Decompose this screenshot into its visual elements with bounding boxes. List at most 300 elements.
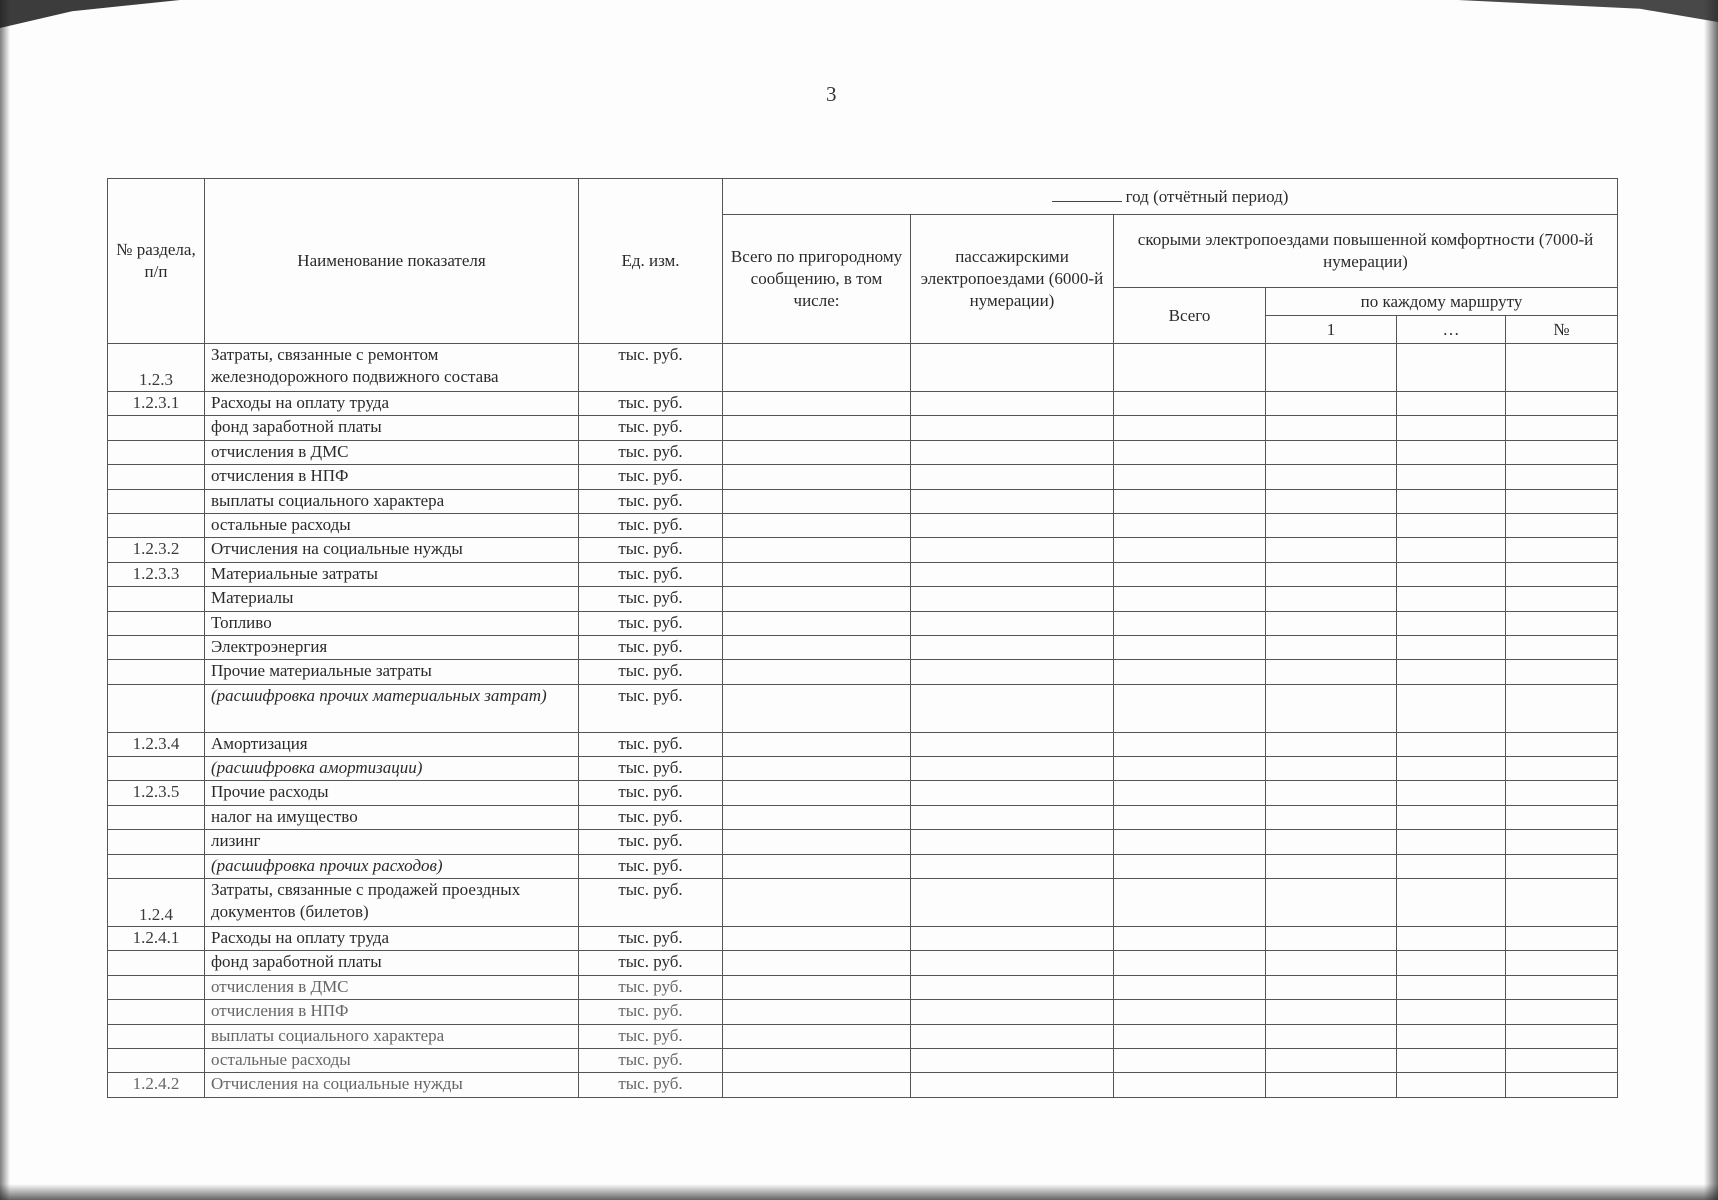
cell-route-dots — [1397, 854, 1506, 878]
row-indicator-name: Прочие расходы — [205, 781, 579, 805]
cell-route-n — [1506, 927, 1618, 951]
cell-route-n — [1506, 489, 1618, 513]
header-express-trains: скорыми электропоездами повышенной комфортности (7000-й нумерации) — [1114, 215, 1618, 288]
table-row — [108, 732, 1618, 756]
cell-route-n — [1506, 732, 1618, 756]
row-unit: тыс. руб. — [579, 757, 723, 781]
cell-route-n — [1506, 854, 1618, 878]
row-number: 1.2.3 — [108, 344, 205, 392]
header-period-label: год (отчётный период) — [1125, 186, 1289, 206]
cell-passenger — [911, 830, 1114, 854]
cell-route-1 — [1266, 1024, 1397, 1048]
cell-passenger — [911, 513, 1114, 537]
row-number — [108, 635, 205, 659]
table-row — [108, 587, 1618, 611]
cell-total — [723, 538, 911, 562]
cell-route-1 — [1266, 611, 1397, 635]
table-row — [108, 830, 1618, 854]
cell-route-n — [1506, 465, 1618, 489]
cell-total — [723, 587, 911, 611]
cell-total — [723, 513, 911, 537]
cell-total — [723, 757, 911, 781]
cell-total — [723, 854, 911, 878]
cell-express-total — [1114, 975, 1266, 999]
row-number — [108, 805, 205, 829]
table-row — [108, 781, 1618, 805]
cell-route-1 — [1266, 951, 1397, 975]
cell-total — [723, 440, 911, 464]
cell-route-1 — [1266, 392, 1397, 416]
header-total-suburban: Всего по пригородному сообщению, в том числе: — [723, 215, 911, 344]
table-row — [108, 975, 1618, 999]
header-section-number: № раздела, п/п — [108, 179, 205, 344]
cell-route-1 — [1266, 975, 1397, 999]
table-row — [108, 489, 1618, 513]
cell-route-n — [1506, 805, 1618, 829]
cell-express-total — [1114, 587, 1266, 611]
row-unit: тыс. руб. — [579, 781, 723, 805]
row-number — [108, 440, 205, 464]
cell-passenger — [911, 440, 1114, 464]
table-row — [108, 416, 1618, 440]
cell-route-1 — [1266, 927, 1397, 951]
row-indicator-name: Амортизация — [205, 732, 579, 756]
row-number — [108, 611, 205, 635]
cell-express-total — [1114, 1048, 1266, 1072]
cell-express-total — [1114, 513, 1266, 537]
cell-passenger — [911, 684, 1114, 732]
row-unit: тыс. руб. — [579, 611, 723, 635]
table-row — [108, 927, 1618, 951]
cell-route-n — [1506, 1000, 1618, 1024]
cell-express-total — [1114, 465, 1266, 489]
cell-passenger — [911, 805, 1114, 829]
cell-route-1 — [1266, 1048, 1397, 1072]
row-unit: тыс. руб. — [579, 1024, 723, 1048]
table-row — [108, 660, 1618, 684]
row-number: 1.2.4.2 — [108, 1073, 205, 1097]
cell-route-1 — [1266, 562, 1397, 586]
cell-express-total — [1114, 951, 1266, 975]
row-indicator-name: Затраты, связанные с ремонтом железнодорожного подвижного состава — [205, 344, 579, 392]
row-unit: тыс. руб. — [579, 562, 723, 586]
cell-route-1 — [1266, 538, 1397, 562]
row-number — [108, 416, 205, 440]
cell-route-dots — [1397, 392, 1506, 416]
row-unit: тыс. руб. — [579, 1000, 723, 1024]
cell-route-1 — [1266, 1000, 1397, 1024]
cell-route-1 — [1266, 879, 1397, 927]
row-indicator-name: выплаты социального характера — [205, 489, 579, 513]
cell-express-total — [1114, 416, 1266, 440]
row-number: 1.2.3.5 — [108, 781, 205, 805]
row-indicator-name: Отчисления на социальные нужды — [205, 1073, 579, 1097]
cell-passenger — [911, 781, 1114, 805]
cell-total — [723, 1000, 911, 1024]
cell-route-n — [1506, 392, 1618, 416]
row-number: 1.2.4 — [108, 879, 205, 927]
row-indicator-name: Топливо — [205, 611, 579, 635]
cell-route-n — [1506, 1024, 1618, 1048]
table-row — [108, 392, 1618, 416]
cell-route-dots — [1397, 660, 1506, 684]
row-unit: тыс. руб. — [579, 416, 723, 440]
cell-passenger — [911, 344, 1114, 392]
cell-route-n — [1506, 684, 1618, 732]
cell-route-n — [1506, 951, 1618, 975]
table-row — [108, 465, 1618, 489]
cell-route-1 — [1266, 587, 1397, 611]
cell-passenger — [911, 416, 1114, 440]
cell-total — [723, 805, 911, 829]
row-unit: тыс. руб. — [579, 660, 723, 684]
table-row — [108, 1000, 1618, 1024]
row-number: 1.2.4.1 — [108, 927, 205, 951]
table-row — [108, 538, 1618, 562]
cell-passenger — [911, 1048, 1114, 1072]
scan-border-top-left — [0, 0, 180, 28]
row-indicator-name: фонд заработной платы — [205, 416, 579, 440]
table-row — [108, 611, 1618, 635]
row-number — [108, 684, 205, 732]
scan-border-left — [0, 0, 10, 1200]
cell-express-total — [1114, 562, 1266, 586]
row-unit: тыс. руб. — [579, 440, 723, 464]
cell-route-1 — [1266, 513, 1397, 537]
header-route-dots: … — [1397, 316, 1506, 344]
header-indicator-name: Наименование показателя — [205, 179, 579, 344]
row-indicator-name: Прочие материальные затраты — [205, 660, 579, 684]
table-row — [108, 344, 1618, 392]
row-number — [108, 1000, 205, 1024]
cell-route-n — [1506, 562, 1618, 586]
cell-route-1 — [1266, 732, 1397, 756]
table-row — [108, 513, 1618, 537]
cell-route-dots — [1397, 1048, 1506, 1072]
table-row — [108, 684, 1618, 732]
cell-passenger — [911, 489, 1114, 513]
cell-route-1 — [1266, 489, 1397, 513]
row-number — [108, 975, 205, 999]
table-row — [108, 1073, 1618, 1097]
row-unit: тыс. руб. — [579, 732, 723, 756]
cell-express-total — [1114, 781, 1266, 805]
cell-total — [723, 392, 911, 416]
cell-route-dots — [1397, 489, 1506, 513]
cell-total — [723, 635, 911, 659]
report-table — [107, 178, 1618, 1098]
cell-passenger — [911, 732, 1114, 756]
row-indicator-name: лизинг — [205, 830, 579, 854]
cell-route-1 — [1266, 660, 1397, 684]
cell-route-dots — [1397, 344, 1506, 392]
scan-border-top-right — [1458, 0, 1718, 22]
cell-route-n — [1506, 1073, 1618, 1097]
row-indicator-name: отчисления в НПФ — [205, 465, 579, 489]
row-number: 1.2.3.1 — [108, 392, 205, 416]
cell-passenger — [911, 879, 1114, 927]
cell-total — [723, 1048, 911, 1072]
cell-express-total — [1114, 489, 1266, 513]
cell-route-dots — [1397, 951, 1506, 975]
cell-total — [723, 465, 911, 489]
row-indicator-name: отчисления в ДМС — [205, 440, 579, 464]
cell-passenger — [911, 951, 1114, 975]
row-indicator-name: (расшифровка амортизации) — [205, 757, 579, 781]
cell-passenger — [911, 757, 1114, 781]
cell-route-n — [1506, 757, 1618, 781]
cell-total — [723, 830, 911, 854]
row-unit: тыс. руб. — [579, 635, 723, 659]
cell-passenger — [911, 1024, 1114, 1048]
cell-route-1 — [1266, 781, 1397, 805]
cell-route-1 — [1266, 830, 1397, 854]
cell-express-total — [1114, 732, 1266, 756]
row-number — [108, 1048, 205, 1072]
cell-route-n — [1506, 660, 1618, 684]
table-row — [108, 1048, 1618, 1072]
header-period — [723, 179, 1618, 215]
row-unit: тыс. руб. — [579, 830, 723, 854]
row-number — [108, 465, 205, 489]
row-unit: тыс. руб. — [579, 587, 723, 611]
cell-passenger — [911, 392, 1114, 416]
cell-express-total — [1114, 757, 1266, 781]
row-unit: тыс. руб. — [579, 879, 723, 927]
cell-express-total — [1114, 611, 1266, 635]
row-indicator-name: остальные расходы — [205, 1048, 579, 1072]
row-number — [108, 854, 205, 878]
cell-route-n — [1506, 781, 1618, 805]
table-row — [108, 1024, 1618, 1048]
cell-route-n — [1506, 344, 1618, 392]
table-body — [108, 344, 1618, 1098]
cell-route-n — [1506, 635, 1618, 659]
row-indicator-name: Расходы на оплату труда — [205, 392, 579, 416]
cell-route-dots — [1397, 538, 1506, 562]
cell-total — [723, 951, 911, 975]
row-number — [108, 587, 205, 611]
table-row — [108, 562, 1618, 586]
row-indicator-name: остальные расходы — [205, 513, 579, 537]
cell-route-1 — [1266, 1073, 1397, 1097]
row-indicator-name: (расшифровка прочих расходов) — [205, 854, 579, 878]
cell-route-n — [1506, 611, 1618, 635]
cell-route-n — [1506, 440, 1618, 464]
header-express-total: Всего — [1114, 288, 1266, 344]
cell-express-total — [1114, 879, 1266, 927]
cell-express-total — [1114, 830, 1266, 854]
cell-route-n — [1506, 830, 1618, 854]
cell-express-total — [1114, 684, 1266, 732]
cell-passenger — [911, 635, 1114, 659]
row-unit: тыс. руб. — [579, 489, 723, 513]
cell-route-n — [1506, 975, 1618, 999]
header-per-route: по каждому маршруту — [1266, 288, 1618, 316]
row-number — [108, 1024, 205, 1048]
cell-route-dots — [1397, 611, 1506, 635]
row-unit: тыс. руб. — [579, 1048, 723, 1072]
cell-express-total — [1114, 927, 1266, 951]
cell-route-dots — [1397, 440, 1506, 464]
row-unit: тыс. руб. — [579, 684, 723, 732]
scan-border-right — [1704, 0, 1718, 1200]
cell-route-1 — [1266, 757, 1397, 781]
cell-passenger — [911, 587, 1114, 611]
row-unit: тыс. руб. — [579, 538, 723, 562]
cell-total — [723, 781, 911, 805]
cell-total — [723, 489, 911, 513]
cell-route-n — [1506, 513, 1618, 537]
table-row — [108, 440, 1618, 464]
row-unit: тыс. руб. — [579, 951, 723, 975]
row-number: 1.2.3.3 — [108, 562, 205, 586]
row-number — [108, 489, 205, 513]
cell-route-1 — [1266, 684, 1397, 732]
cell-express-total — [1114, 635, 1266, 659]
row-unit: тыс. руб. — [579, 392, 723, 416]
cell-route-n — [1506, 587, 1618, 611]
cell-express-total — [1114, 660, 1266, 684]
row-number — [108, 660, 205, 684]
cell-passenger — [911, 927, 1114, 951]
cell-total — [723, 684, 911, 732]
cell-route-dots — [1397, 830, 1506, 854]
cell-route-n — [1506, 879, 1618, 927]
cell-express-total — [1114, 392, 1266, 416]
row-number — [108, 757, 205, 781]
cell-total — [723, 416, 911, 440]
cell-total — [723, 879, 911, 927]
cell-route-dots — [1397, 927, 1506, 951]
cell-route-1 — [1266, 854, 1397, 878]
row-unit: тыс. руб. — [579, 1073, 723, 1097]
cell-total — [723, 927, 911, 951]
cell-passenger — [911, 854, 1114, 878]
cell-passenger — [911, 538, 1114, 562]
table-row — [108, 757, 1618, 781]
row-unit: тыс. руб. — [579, 975, 723, 999]
cell-passenger — [911, 1000, 1114, 1024]
cell-route-1 — [1266, 635, 1397, 659]
row-number — [108, 830, 205, 854]
row-unit: тыс. руб. — [579, 513, 723, 537]
row-indicator-name: налог на имущество — [205, 805, 579, 829]
header-route-1: 1 — [1266, 316, 1397, 344]
cell-total — [723, 1073, 911, 1097]
cell-route-dots — [1397, 587, 1506, 611]
cell-express-total — [1114, 854, 1266, 878]
cell-route-dots — [1397, 562, 1506, 586]
cell-passenger — [911, 562, 1114, 586]
cell-total — [723, 660, 911, 684]
row-unit: тыс. руб. — [579, 344, 723, 392]
row-number — [108, 513, 205, 537]
row-indicator-name: Материальные затраты — [205, 562, 579, 586]
row-indicator-name: отчисления в НПФ — [205, 1000, 579, 1024]
table-row — [108, 854, 1618, 878]
cell-route-dots — [1397, 757, 1506, 781]
row-indicator-name: Расходы на оплату труда — [205, 927, 579, 951]
row-indicator-name: выплаты социального характера — [205, 1024, 579, 1048]
cell-passenger — [911, 975, 1114, 999]
row-unit: тыс. руб. — [579, 465, 723, 489]
row-indicator-name: Отчисления на социальные нужды — [205, 538, 579, 562]
cell-route-1 — [1266, 465, 1397, 489]
cell-passenger — [911, 611, 1114, 635]
row-unit: тыс. руб. — [579, 927, 723, 951]
cell-total — [723, 344, 911, 392]
header-passenger-trains: пассажирскими электропоездами (6000-й нумерации) — [911, 215, 1114, 344]
table-row — [108, 805, 1618, 829]
row-indicator-name: Затраты, связанные с продажей проездных документов (билетов) — [205, 879, 579, 927]
header-route-n: № — [1506, 316, 1618, 344]
page-number: 3 — [826, 82, 837, 106]
row-number: 1.2.3.4 — [108, 732, 205, 756]
cell-passenger — [911, 465, 1114, 489]
cell-express-total — [1114, 538, 1266, 562]
row-indicator-name: (расшифровка прочих материальных затрат) — [205, 684, 579, 732]
cell-passenger — [911, 660, 1114, 684]
row-indicator-name: Материалы — [205, 587, 579, 611]
cell-route-dots — [1397, 879, 1506, 927]
cell-route-dots — [1397, 684, 1506, 732]
row-number: 1.2.3.2 — [108, 538, 205, 562]
cell-route-dots — [1397, 975, 1506, 999]
cell-total — [723, 611, 911, 635]
cell-route-1 — [1266, 416, 1397, 440]
cell-express-total — [1114, 1024, 1266, 1048]
table-row — [108, 879, 1618, 927]
cell-passenger — [911, 1073, 1114, 1097]
scan-border-bottom — [0, 1184, 1718, 1200]
row-indicator-name: фонд заработной платы — [205, 951, 579, 975]
cell-route-n — [1506, 416, 1618, 440]
row-unit: тыс. руб. — [579, 854, 723, 878]
cell-express-total — [1114, 1000, 1266, 1024]
cell-route-dots — [1397, 805, 1506, 829]
cell-route-dots — [1397, 781, 1506, 805]
cell-express-total — [1114, 805, 1266, 829]
row-number — [108, 951, 205, 975]
cell-route-1 — [1266, 805, 1397, 829]
cell-express-total — [1114, 440, 1266, 464]
cell-total — [723, 975, 911, 999]
cell-route-1 — [1266, 440, 1397, 464]
cell-total — [723, 562, 911, 586]
cell-total — [723, 1024, 911, 1048]
cell-route-dots — [1397, 416, 1506, 440]
cell-route-dots — [1397, 1073, 1506, 1097]
cell-route-n — [1506, 1048, 1618, 1072]
table-row — [108, 635, 1618, 659]
cell-route-dots — [1397, 465, 1506, 489]
cell-express-total — [1114, 344, 1266, 392]
cell-express-total — [1114, 1073, 1266, 1097]
period-year-blank — [1052, 187, 1122, 202]
cell-route-n — [1506, 538, 1618, 562]
table-row — [108, 951, 1618, 975]
cell-route-dots — [1397, 513, 1506, 537]
cell-route-dots — [1397, 1024, 1506, 1048]
cell-total — [723, 732, 911, 756]
cell-route-dots — [1397, 1000, 1506, 1024]
cell-route-dots — [1397, 635, 1506, 659]
row-unit: тыс. руб. — [579, 805, 723, 829]
header-unit: Ед. изм. — [579, 179, 723, 344]
cell-route-dots — [1397, 732, 1506, 756]
cell-route-1 — [1266, 344, 1397, 392]
